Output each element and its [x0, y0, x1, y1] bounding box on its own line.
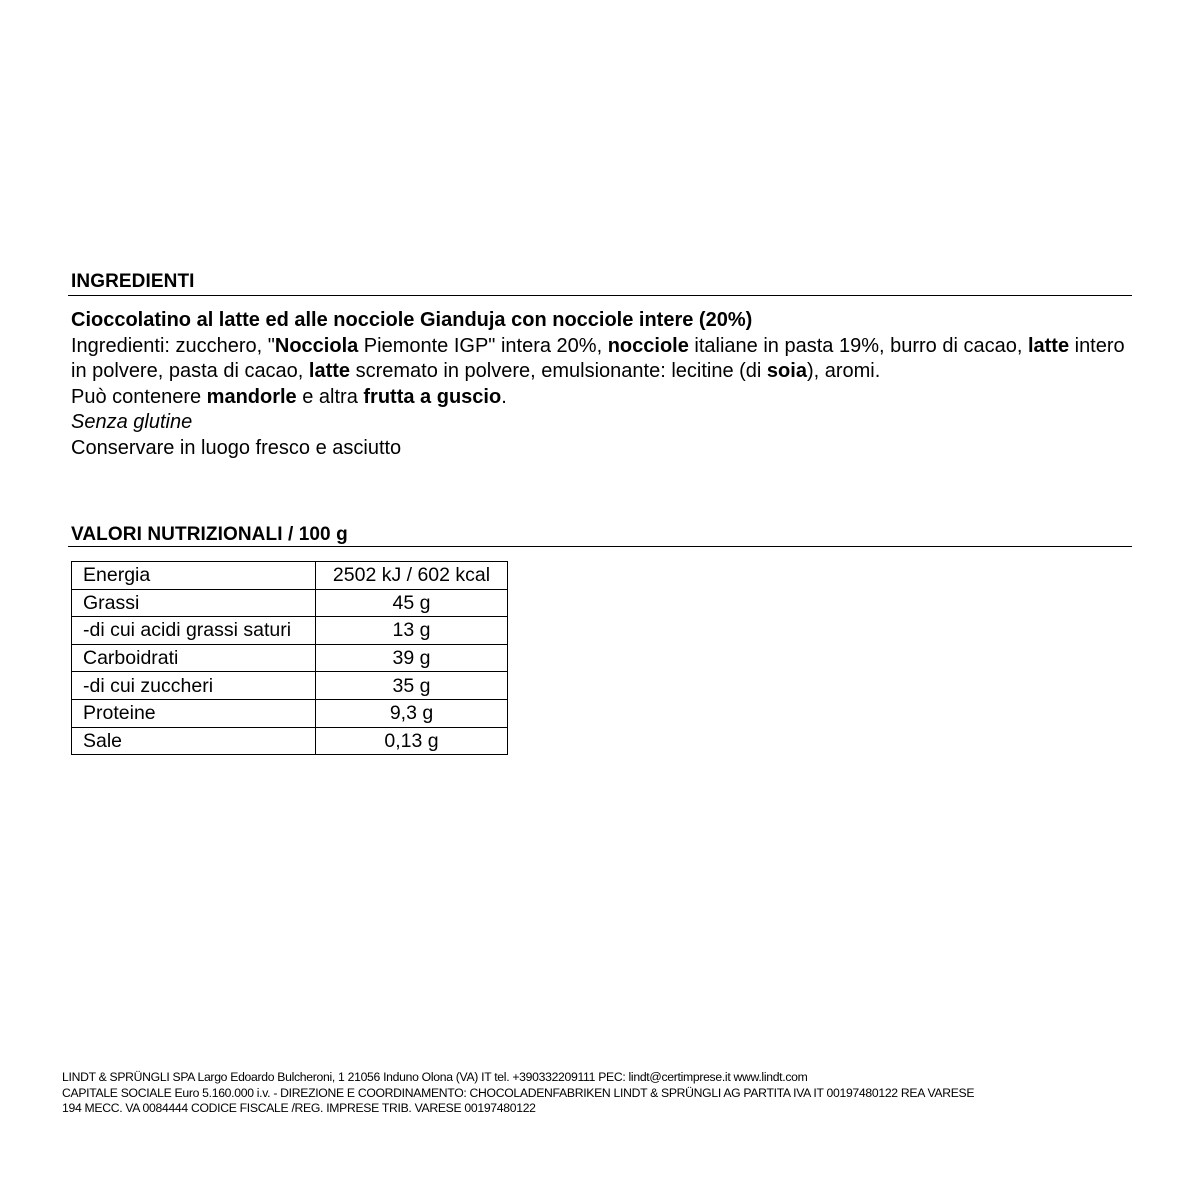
- nutrient-label: Carboidrati: [72, 644, 316, 672]
- text-run: scremato in polvere, emulsionante: lecitine (di: [350, 360, 767, 383]
- nutrient-label: -di cui acidi grassi saturi: [72, 617, 316, 645]
- ingredients-list: [71, 334, 1131, 385]
- nutrient-value: 13 g: [316, 617, 508, 645]
- text-run: intero in polvere, pasta di cacao,: [71, 334, 1125, 383]
- nutrient-value: 35 g: [316, 672, 508, 700]
- bold-text-run: frutta a guscio: [363, 385, 502, 408]
- allergen-warning: [71, 385, 1131, 411]
- product-name: Cioccolatino al latte ed alle nocciole Gianduja con nocciole intere (20%): [71, 309, 753, 331]
- nutrition-divider: [68, 546, 1132, 547]
- nutrition-heading: VALORI NUTRIZIONALI / 100 g: [71, 524, 348, 545]
- nutrient-value: 2502 kJ / 602 kcal: [316, 562, 508, 590]
- ingredients-divider: [68, 295, 1132, 296]
- table-row: [72, 617, 508, 645]
- table-row: [72, 699, 508, 727]
- bold-text-run: nocciole: [607, 334, 689, 357]
- ingredients-heading: INGREDIENTI: [71, 271, 195, 292]
- gluten-free-note: Senza glutine: [71, 411, 193, 434]
- text-run: Ingredienti: zucchero, ": [71, 334, 275, 357]
- text-run: italiane in pasta 19%, burro di cacao,: [688, 334, 1028, 357]
- table-row: [72, 589, 508, 617]
- text-run: Può contenere: [71, 385, 207, 408]
- bold-text-run: latte: [308, 360, 351, 383]
- bold-text-run: latte: [1027, 334, 1070, 357]
- text-run: e altra: [296, 385, 364, 408]
- text-run: ), aromi.: [806, 360, 881, 383]
- nutrient-value: 0,13 g: [316, 727, 508, 755]
- nutrient-label: -di cui zuccheri: [72, 672, 316, 700]
- company-footer: [62, 1070, 1152, 1117]
- storage-instructions: Conservare in luogo fresco e asciutto: [71, 436, 402, 459]
- nutrient-value: 9,3 g: [316, 699, 508, 727]
- nutrient-value: 39 g: [316, 644, 508, 672]
- text-run: .: [501, 385, 507, 408]
- nutrient-label: Energia: [72, 562, 316, 590]
- footer-line: LINDT & SPRÜNGLI SPA Largo Edoardo Bulcheroni, 1 21056 Induno Olona (VA) IT tel. +390332209111 PEC: lindt@certimprese.it www.lindt.com: [62, 1070, 808, 1084]
- ingredients-block: [71, 308, 1131, 462]
- nutrient-value: 45 g: [316, 589, 508, 617]
- table-row: [72, 672, 508, 700]
- nutrient-label: Grassi: [72, 589, 316, 617]
- bold-text-run: Nocciola: [274, 334, 359, 357]
- bold-text-run: soia: [766, 360, 807, 383]
- table-row: [72, 644, 508, 672]
- nutrient-label: Sale: [72, 727, 316, 755]
- table-row: [72, 727, 508, 755]
- nutrient-label: Proteine: [72, 699, 316, 727]
- nutrition-table: [71, 561, 508, 755]
- bold-text-run: mandorle: [206, 385, 297, 408]
- text-run: Piemonte IGP" intera 20%,: [358, 334, 608, 357]
- table-row: [72, 562, 508, 590]
- footer-line: CAPITALE SOCIALE Euro 5.160.000 i.v. - DIREZIONE E COORDINAMENTO: CHOCOLADENFABRIKEN LINDT & SPRÜNGLI AG PARTITA IVA IT 00197480122 REA VARESE: [62, 1085, 975, 1100]
- footer-line: 194 MECC. VA 0084444 CODICE FISCALE /REG. IMPRESE TRIB. VARESE 00197480122: [62, 1101, 536, 1115]
